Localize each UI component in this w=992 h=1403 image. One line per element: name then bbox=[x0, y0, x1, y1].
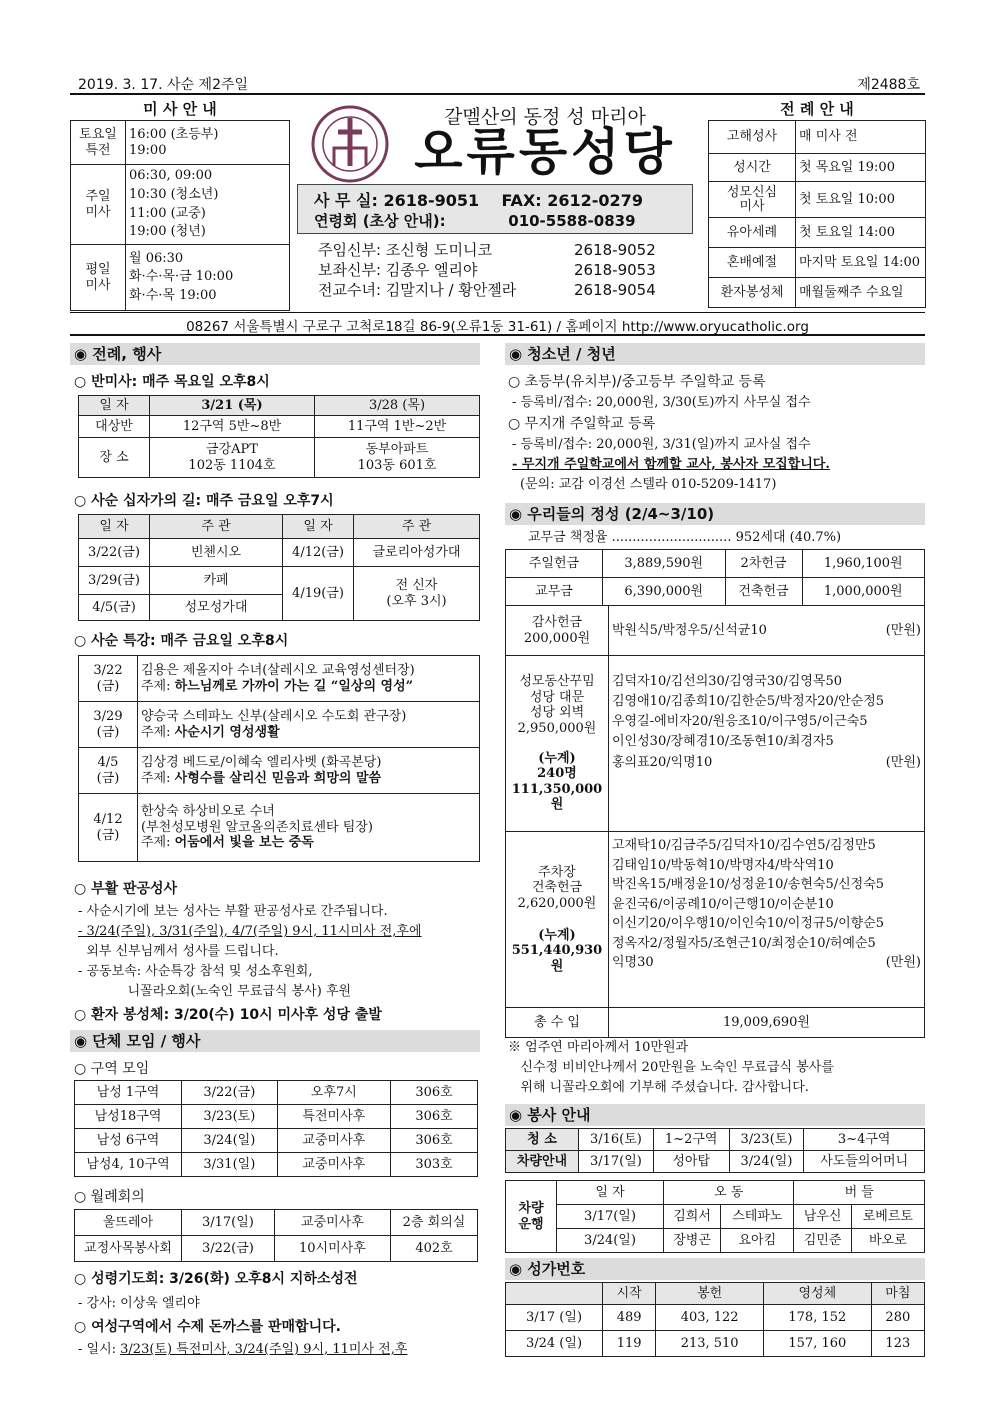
cell: 4/5 (금) bbox=[79, 748, 138, 794]
rite-time: 첫 토요일 10:00 bbox=[796, 182, 926, 218]
cell: 280 bbox=[871, 1305, 924, 1331]
donor-line: 정옥자2/정월자5/조현근10/최정순10/허예순5 bbox=[612, 935, 876, 951]
cutlet-sale: ○ 여성구역에서 수제 돈까스를 판매합니다. bbox=[74, 1319, 341, 1335]
church-subtitle: 갈멜산의 동정 성 마리아 bbox=[444, 106, 646, 128]
cell: 청 소 bbox=[506, 1129, 579, 1151]
section-liturgy: ◉ 전례, 행사 bbox=[70, 343, 480, 365]
cell: 178, 152 bbox=[763, 1305, 871, 1331]
section-groups: ◉ 단체 모임 / 행사 bbox=[70, 1030, 480, 1052]
rite-name: 성모신심 미사 bbox=[709, 182, 796, 218]
youth-line: ○ 무지개 주일학교 등록 bbox=[508, 416, 656, 432]
cell: 요아킴 bbox=[721, 1229, 794, 1253]
cell: 스테파노 bbox=[721, 1205, 794, 1229]
lecture-speaker: 양승국 스테파노 신부(살레시오 수도회 관구장) bbox=[141, 708, 407, 724]
donor-label: 주차장 건축헌금 2,620,000원 bbox=[517, 864, 597, 911]
donor-line: 익명30 bbox=[612, 955, 654, 970]
cell: 일 자 bbox=[283, 515, 354, 539]
confession-line: - 공동보속: 사순특강 참석 및 성소후원회, bbox=[78, 964, 313, 979]
church-seal bbox=[310, 104, 390, 184]
service-table bbox=[505, 1128, 925, 1173]
youth-line: ○ 초등부(유치부)/중고등부 주일학교 등록 bbox=[508, 374, 766, 390]
clergy-phone: 2618-9054 bbox=[574, 281, 656, 299]
cell: 교중미사후 bbox=[277, 1129, 390, 1153]
cell: 울뜨레아 bbox=[75, 1210, 182, 1236]
cell: 교정사목봉사회 bbox=[75, 1236, 182, 1262]
cell: 3/29 (금) bbox=[79, 702, 138, 748]
confession-title: ○ 부활 판공성사 bbox=[74, 881, 178, 897]
lecture-speaker: 김용은 제올지아 수녀(살레시오 교육영성센터장) bbox=[141, 662, 415, 678]
lecture-speaker: 한상숙 하상비오로 수녀 (부천성모병원 알코올의존치료센타 팀장) bbox=[141, 804, 373, 835]
cell: 동부아파트 103동 601호 bbox=[315, 438, 480, 478]
cell: 장 소 bbox=[79, 438, 150, 478]
lecture-title: ○ 사순 특강: 매주 금요일 오후8시 bbox=[74, 633, 289, 649]
cell: 남성4, 10구역 bbox=[75, 1153, 182, 1177]
issue-number: 제2488호 bbox=[857, 77, 920, 93]
cell: 119 bbox=[603, 1331, 656, 1357]
monthly-title: ○ 월례회의 bbox=[74, 1189, 145, 1205]
cell: 건축헌금 bbox=[725, 578, 802, 606]
lecture-topic: 사순시기 영성생활 bbox=[174, 724, 280, 740]
cell: 일 자 bbox=[79, 515, 150, 539]
cell: 3/28 (목) bbox=[315, 396, 480, 416]
cell: 306호 bbox=[391, 1105, 478, 1129]
cell: 10시미사후 bbox=[274, 1236, 390, 1262]
cell: 3/22(금) bbox=[79, 539, 150, 567]
cell: 남우신 bbox=[794, 1205, 851, 1229]
cell: 김민준 bbox=[794, 1229, 851, 1253]
cell: 성모성가대 bbox=[150, 595, 283, 621]
donor-line: 홍의표20/익명10 bbox=[612, 754, 713, 770]
cell: 402호 bbox=[391, 1236, 478, 1262]
cell: 영성체 bbox=[763, 1283, 871, 1305]
zone-table bbox=[74, 1080, 478, 1177]
clergy-list bbox=[318, 240, 656, 300]
cell: 3/22 (금) bbox=[79, 656, 138, 702]
lecture-topic-label: 주제: bbox=[141, 835, 175, 851]
date-line: 2019. 3. 17. 사순 제2주일 bbox=[78, 77, 249, 93]
youth-line: - 등록비/접수: 20,000원, 3/30(토)까지 사무실 접수 bbox=[512, 395, 811, 410]
cell: 4/19(금) bbox=[283, 567, 354, 621]
cell: 1,960,100원 bbox=[802, 550, 925, 578]
lecture-topic-label: 주제: bbox=[141, 678, 175, 694]
cell: 주 관 bbox=[150, 515, 283, 539]
cumulative-label: (누계) bbox=[538, 750, 576, 766]
rite-name: 유아세례 bbox=[709, 218, 796, 248]
donor-unit: (만원) bbox=[885, 955, 921, 970]
cell: 3/17 (일) bbox=[506, 1305, 603, 1331]
cell: 오후7시 bbox=[277, 1081, 390, 1105]
cell: 403, 122 bbox=[656, 1305, 764, 1331]
cell: 3/24(일) bbox=[182, 1129, 278, 1153]
cell: 123 bbox=[871, 1331, 924, 1357]
cell: 일 자 bbox=[557, 1181, 664, 1205]
lecture-table bbox=[78, 655, 480, 862]
lecture-speaker: 김상경 베드로/이혜숙 엘리사벳 (화곡본당) bbox=[141, 754, 382, 770]
donor-names: 박원식5/박정우5/신석균10 bbox=[612, 622, 767, 638]
donor-line: 이신기20/이우행10/이인숙10/이정규5/이향순5 bbox=[612, 916, 885, 931]
cell: 306호 bbox=[391, 1129, 478, 1153]
lecture-topic: 하느님께로 가까이 가는 길 “일상의 영성” bbox=[174, 678, 414, 694]
clergy-phone: 2618-9053 bbox=[574, 261, 656, 279]
cell: 2층 회의실 bbox=[391, 1210, 478, 1236]
church-name: 오류동성당 bbox=[414, 123, 676, 181]
cumulative-amount: 551,440,930원 bbox=[511, 943, 603, 974]
cell: 특전미사후 bbox=[277, 1105, 390, 1129]
donor-unit: (만원) bbox=[885, 754, 921, 770]
cell: 1,000,000원 bbox=[802, 578, 925, 606]
mass-times: 16:00 (초등부) 19:00 bbox=[126, 121, 290, 165]
office-phone: 사 무 실: 2618-9051 FAX: 2612-0279 bbox=[314, 191, 643, 210]
rite-time: 매월둘째주 수요일 bbox=[796, 278, 926, 308]
rites-title: 전 례 안 내 bbox=[780, 100, 854, 118]
youth-line: - 등록비/접수: 20,000원, 3/31(일)까지 교사실 접수 bbox=[512, 437, 811, 452]
cell: 19,009,690원 bbox=[609, 1008, 925, 1038]
lecture-topic: 어둠에서 빛을 보는 중독 bbox=[174, 835, 314, 851]
donation-note: ※ 엄주연 마리아께서 10만원과 bbox=[508, 1040, 689, 1055]
prayer-meeting: ○ 성령기도회: 3/26(화) 오후8시 지하소성전 bbox=[74, 1271, 358, 1287]
donor-unit: (만원) bbox=[885, 622, 921, 638]
cell: 대상반 bbox=[79, 416, 150, 438]
donor-line: 김덕자10/김선의30/김영국30/김영목50 bbox=[612, 674, 843, 689]
cell: 3/23(토) bbox=[729, 1129, 804, 1151]
rite-name: 혼배예절 bbox=[709, 248, 796, 278]
donor-line: 김영애10/김종희10/김한순5/박정자20/안순정5 bbox=[612, 694, 885, 710]
confession-line: 외부 신부님께서 성사를 드립니다. bbox=[78, 944, 279, 959]
cell: 로베르토 bbox=[851, 1205, 924, 1229]
cell: 6,390,000원 bbox=[603, 578, 726, 606]
cell: 마침 bbox=[871, 1283, 924, 1305]
donor-line: 이인성30/장혜경10/조동현10/최경자5 bbox=[612, 734, 834, 750]
youth-line: (문의: 교감 이경선 스텔라 010-5209-1417) bbox=[520, 477, 777, 492]
cell: 주 관 bbox=[354, 515, 480, 539]
cumulative-label: (누계) bbox=[538, 927, 576, 943]
youth-line: - 무지개 주일학교에서 함께할 교사, 봉사자 모집합니다. bbox=[512, 457, 830, 472]
cell: 일 자 bbox=[79, 396, 150, 416]
lecture-topic-label: 주제: bbox=[141, 770, 175, 786]
cell: 4/12 (금) bbox=[79, 794, 138, 862]
donor-line: 김태임10/박동혁10/박명자4/박삭역10 bbox=[612, 857, 834, 873]
cell: 남성 6구역 bbox=[75, 1129, 182, 1153]
clergy-role: 주임신부: 조신형 도미니코 bbox=[318, 241, 492, 259]
cell: 장병곤 bbox=[664, 1229, 721, 1253]
cell: 감사헌금 200,000원 bbox=[506, 606, 609, 656]
lecture-topic: 사형수를 살리신 믿음과 희망의 말씀 bbox=[174, 770, 382, 786]
cell: 303호 bbox=[391, 1153, 478, 1177]
confession-line: 니꼴라오회(노숙인 무료급식 봉사) 후원 bbox=[78, 984, 352, 999]
cell: 봉헌 bbox=[656, 1283, 764, 1305]
top-rule bbox=[70, 93, 925, 95]
cutlet-date: - 일시: 3/23(토) 특전미사, 3/24(주일) 9시, 11미사 전,후 bbox=[78, 1342, 408, 1357]
cell: 3/16(토) bbox=[579, 1129, 654, 1151]
prayer-speaker: - 강사: 이상욱 엘리야 bbox=[78, 1296, 200, 1311]
donor-line: 우영길-에비자20/원응조10/이구영5/이근숙5 bbox=[612, 714, 868, 730]
donor-line: 윤진국6/이공례10/이근행10/이순분10 bbox=[612, 896, 834, 912]
cell: 금강APT 102동 1104호 bbox=[150, 438, 315, 478]
cell: 남성18구역 bbox=[75, 1105, 182, 1129]
mass-times: 월 06:30 화·수·목·금 10:00 화·수·목 19:00 bbox=[126, 245, 290, 311]
cell: 3/22(금) bbox=[182, 1081, 278, 1105]
office-box bbox=[297, 184, 693, 234]
cell: 전 신자 (오후 3시) bbox=[354, 567, 480, 621]
vehicle-table bbox=[505, 1180, 925, 1253]
cell: 306호 bbox=[391, 1081, 478, 1105]
cell: 3~4구역 bbox=[804, 1129, 925, 1151]
rites-table bbox=[708, 120, 926, 308]
cell: 4/5(금) bbox=[79, 595, 150, 621]
cell: 차량안내 bbox=[506, 1151, 579, 1173]
donation-note: 신수정 비비안나께서 20만원을 노숙인 무료급식 봉사를 bbox=[508, 1060, 834, 1075]
cell: 1~2구역 bbox=[653, 1129, 729, 1151]
contribution-rate: 교무금 책정율 ............................. 952세대 (40.7%) bbox=[528, 530, 842, 545]
banmisa-table bbox=[78, 395, 480, 478]
cell: 3/21 (목) bbox=[150, 396, 315, 416]
cross-table bbox=[78, 514, 480, 621]
cell: 시작 bbox=[603, 1283, 656, 1305]
cell: 2차헌금 bbox=[725, 550, 802, 578]
cell: 주일헌금 bbox=[506, 550, 603, 578]
banmisa-title: ○ 반미사: 매주 목요일 오후8시 bbox=[74, 374, 270, 390]
cell: 3/17(일) bbox=[182, 1210, 275, 1236]
lecture-topic-label: 주제: bbox=[141, 724, 175, 740]
donor-line: 고재탁10/김금주5/김덕자10/김수연5/김정만5 bbox=[612, 838, 876, 853]
rite-name: 환자봉성체 bbox=[709, 278, 796, 308]
cell: 489 bbox=[603, 1305, 656, 1331]
church-address: 08267 서울특별시 구로구 고척로18길 86-9(오류1동 31-61) / 홈페이지 http://www.oryucatholic.org bbox=[186, 319, 809, 335]
clergy-role: 전교수녀: 김말지나 / 황안젤라 bbox=[318, 281, 517, 299]
cell: 차량 운행 bbox=[506, 1181, 557, 1253]
cell: 글로리아성가대 bbox=[354, 539, 480, 567]
cell: 3/24(일) bbox=[557, 1229, 664, 1253]
cell: 12구역 5반~8반 bbox=[150, 416, 315, 438]
confession-line: - 사순시기에 보는 성사는 부활 판공성사로 간주됩니다. bbox=[78, 904, 388, 919]
mass-table bbox=[70, 120, 290, 311]
rite-name: 고해성사 bbox=[709, 121, 796, 154]
monthly-table bbox=[74, 1209, 478, 1262]
cumulative-count: 240명 bbox=[537, 766, 577, 782]
rite-name: 성시간 bbox=[709, 154, 796, 182]
cell: 남성 1구역 bbox=[75, 1081, 182, 1105]
section-contributions: ◉ 우리들의 정성 (2/4~3/10) bbox=[505, 503, 925, 525]
cell: 교중미사후 bbox=[277, 1153, 390, 1177]
mass-label: 평일 미사 bbox=[71, 245, 126, 311]
cumulative-amount: 111,350,000원 bbox=[511, 781, 603, 813]
cell: 4/12(금) bbox=[283, 539, 354, 567]
donor-table bbox=[505, 605, 925, 1038]
cross-title: ○ 사순 십자가의 길: 매주 금요일 오후7시 bbox=[74, 493, 334, 509]
hymn-table bbox=[505, 1282, 925, 1357]
header-bottom-rule bbox=[70, 334, 925, 336]
cell: 교무금 bbox=[506, 578, 603, 606]
clergy-phone: 2618-9052 bbox=[574, 241, 656, 259]
mass-label: 주일 미사 bbox=[71, 165, 126, 245]
section-youth: ◉ 청소년 / 청년 bbox=[505, 343, 925, 365]
cell: 3/29(금) bbox=[79, 567, 150, 595]
mass-label: 토요일 특전 bbox=[71, 121, 126, 165]
cell: 213, 510 bbox=[656, 1331, 764, 1357]
confession-line: - 3/24(주일), 3/31(주일), 4/7(주일) 9시, 11시미사 전,후에 bbox=[78, 924, 422, 939]
cell: 카페 bbox=[150, 567, 283, 595]
cell: 3,889,590원 bbox=[603, 550, 726, 578]
offering-table bbox=[505, 549, 925, 606]
donation-note: 위해 니꼴라오회에 기부해 주셨습니다. 감사합니다. bbox=[508, 1080, 809, 1095]
rite-time: 첫 토요일 14:00 bbox=[796, 218, 926, 248]
cell: 교중미사후 bbox=[274, 1210, 390, 1236]
cell: 3/24(일) bbox=[729, 1151, 804, 1173]
funeral-phone: 연령회 (초상 안내): 010-5588-0839 bbox=[314, 212, 636, 230]
cell: 3/17(일) bbox=[557, 1205, 664, 1229]
cell: 김희서 bbox=[664, 1205, 721, 1229]
cell: 3/17(일) bbox=[579, 1151, 654, 1173]
cell: 빈첸시오 bbox=[150, 539, 283, 567]
cell: 3/23(토) bbox=[182, 1105, 278, 1129]
donor-label: 성모동산꾸밈 성당 대문 성당 외벽 2,950,000원 bbox=[517, 674, 597, 736]
donor-line: 박진옥15/배정윤10/성정윤10/송현숙5/신정숙5 bbox=[612, 877, 885, 892]
rite-time: 마지막 토요일 14:00 bbox=[796, 248, 926, 278]
sick-communion: ○ 환자 봉성체: 3/20(수) 10시 미사후 성당 출발 bbox=[74, 1007, 382, 1023]
rite-time: 첫 목요일 19:00 bbox=[796, 154, 926, 182]
cell: 오 동 bbox=[664, 1181, 794, 1205]
address-rule bbox=[70, 312, 925, 313]
cell: 사도들의어머니 bbox=[804, 1151, 925, 1173]
cell: 11구역 1반~2반 bbox=[315, 416, 480, 438]
cell: 3/24 (일) bbox=[506, 1331, 603, 1357]
cell: 바오로 bbox=[851, 1229, 924, 1253]
cell: 버 들 bbox=[794, 1181, 925, 1205]
mass-title: 미 사 안 내 bbox=[143, 100, 217, 118]
section-service: ◉ 봉사 안내 bbox=[505, 1104, 925, 1126]
cell: 총 수 입 bbox=[506, 1008, 609, 1038]
clergy-role: 보좌신부: 김종우 엘리야 bbox=[318, 261, 478, 279]
cell bbox=[506, 1283, 603, 1305]
cell: 성아탑 bbox=[653, 1151, 729, 1173]
cell: 157, 160 bbox=[763, 1331, 871, 1357]
mass-times: 06:30, 09:00 10:30 (청소년) 11:00 (교중) 19:00 (청년) bbox=[126, 165, 290, 245]
zone-title: ○ 구역 모임 bbox=[74, 1061, 150, 1077]
cell: 3/22(금) bbox=[182, 1236, 275, 1262]
section-hymns: ◉ 성가번호 bbox=[505, 1258, 925, 1280]
cell: 3/31(일) bbox=[182, 1153, 278, 1177]
rite-time: 매 미사 전 bbox=[796, 121, 926, 154]
